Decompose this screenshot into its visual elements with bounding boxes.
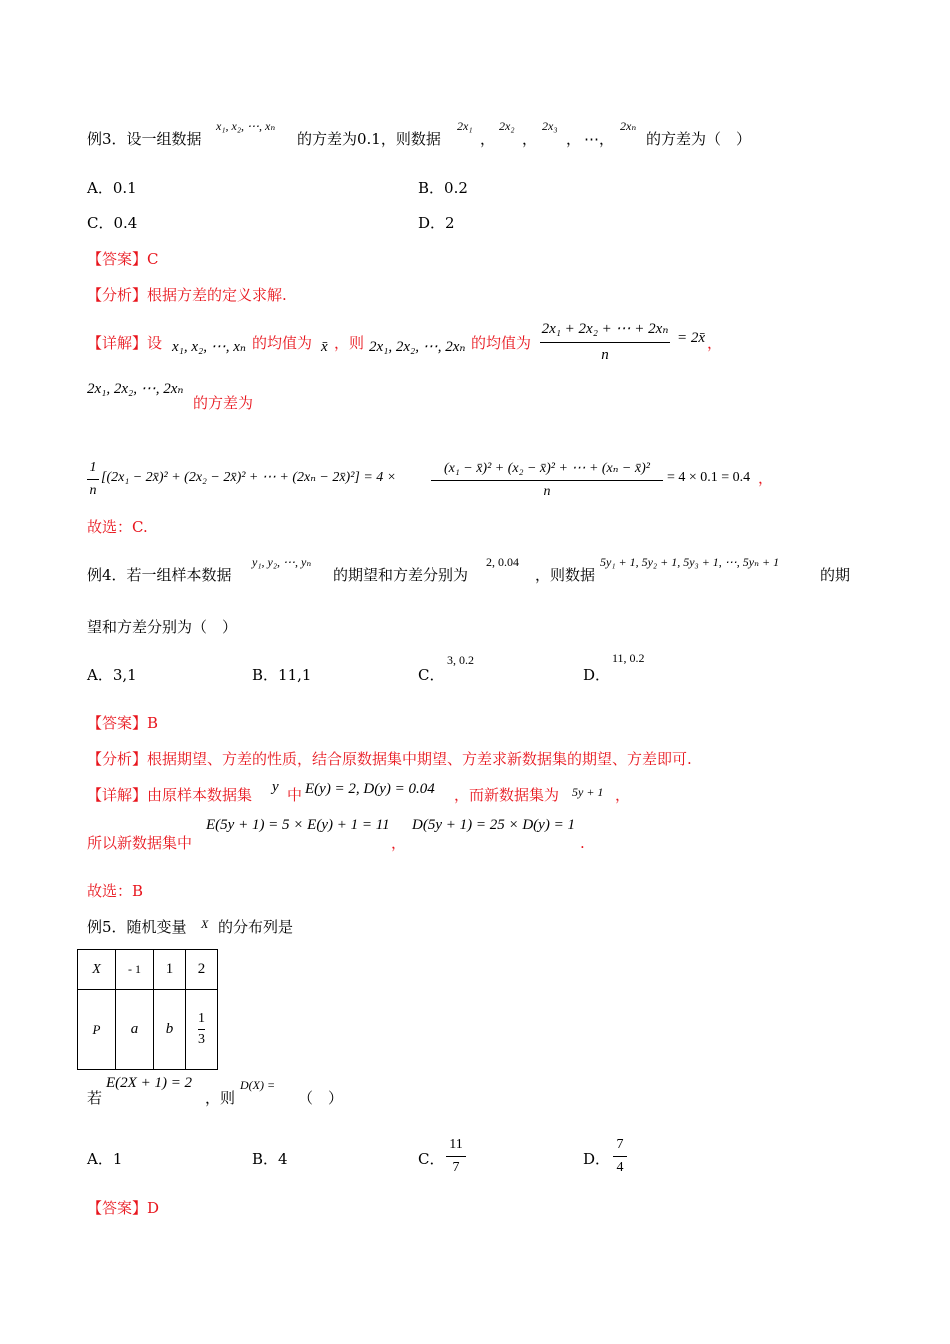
ex3-one-over-n-denominator: n <box>87 479 99 499</box>
ex5-dx: D(X) = <box>240 1078 276 1092</box>
ex5-answer: 【答案】D <box>87 1199 160 1217</box>
ex5-option-c-numerator: 11 <box>449 1137 463 1152</box>
ex4-question-then: ，则数据 <box>535 566 596 584</box>
ex3-question-head: 例3．设一组数据 <box>87 130 202 148</box>
ex4-analysis: 【分析】根据期望、方差的性质，结合原数据集中期望、方差求新数据集的期望、方差即可. <box>87 750 692 768</box>
ex3-comma-1: ， <box>480 130 496 148</box>
ex4-detail-5y: 5y + 1 <box>572 785 604 799</box>
ex3-detail-mean-text-2: 的均值为 <box>471 334 532 352</box>
ex3-option-b: B．0.2 <box>418 179 468 197</box>
ex5-option-d-fraction <box>613 1137 627 1176</box>
ex4-detail-label: 【详解】由原样本数据集 <box>87 786 253 804</box>
ex5-then: ，则 <box>205 1089 236 1107</box>
ex4-so-variance: D(5y + 1) = 25 × D(y) = 1 <box>412 817 575 833</box>
ex4-question-line-2: 望和方差分别为（ ） <box>87 618 238 636</box>
table-cell-x-1: - 1 <box>116 950 154 990</box>
ex3-variance-fraction-numerator: (x₁ − x̄)² + (x₂ − x̄)² + ⋯ + (xₙ − x̄)² <box>444 461 650 476</box>
table-cell-p-1: a <box>116 990 154 1070</box>
ex3-term-1: 2x₁ <box>457 119 473 133</box>
ex3-question-tail: 的方差为（ ） <box>646 130 752 148</box>
ex3-detail-then: ，则 <box>334 334 365 352</box>
ex4-option-d-value: 11, 0.2 <box>612 651 645 665</box>
ex5-option-c: C． <box>418 1150 445 1168</box>
ex3-option-d: D．2 <box>418 214 455 232</box>
ex5-paren: （ ） <box>298 1089 344 1107</box>
ex3-detail-comma: ， <box>707 334 723 352</box>
ex4-question-mid: 的期望和方差分别为 <box>333 566 469 584</box>
distribution-row-x <box>78 950 218 990</box>
ex4-choose: 故选：B <box>87 882 144 900</box>
ex4-detail-in: 中 <box>287 786 303 804</box>
ex5-option-a: A．1 <box>87 1150 123 1168</box>
ex4-option-c: C． <box>418 666 445 684</box>
ex3-line2-vars: 2x₁, 2x₂, ⋯, 2xₙ <box>87 381 184 397</box>
ex4-detail-expectation: E(y) = 2, D(y) = 0.04 <box>305 781 435 797</box>
ex3-detail-mean-text: 的均值为 <box>252 334 313 352</box>
ex3-comma-2: ， <box>522 130 538 148</box>
ex4-question-vars: y₁, y₂, ⋯, yₙ <box>252 555 312 569</box>
ex3-detail-xbar: x̄ <box>321 339 328 355</box>
ex4-so-expectation: E(5y + 1) = 5 × E(y) + 1 = 11 <box>206 817 390 833</box>
ex5-option-d-numerator: 7 <box>616 1137 624 1152</box>
ex3-variance-comma: ， <box>758 469 774 487</box>
ex4-option-c-value: 3, 0.2 <box>447 653 474 667</box>
ex5-condition: E(2X + 1) = 2 <box>106 1075 193 1091</box>
table-cell-x-3: 2 <box>186 950 218 990</box>
ex5-question-tail: 的分布列是 <box>218 918 294 936</box>
table-cell-p-2: b <box>154 990 186 1070</box>
ex3-question-vars: x₁, x₂, ⋯, xₙ <box>216 119 276 133</box>
table-cell-x-2: 1 <box>154 950 186 990</box>
ex4-option-d: D． <box>583 666 611 684</box>
table-fraction-numerator: 1 <box>198 1011 205 1026</box>
ex4-detail-y: y <box>272 779 279 795</box>
ex3-one-over-n-numerator: 1 <box>89 460 97 475</box>
table-fraction-denominator: 3 <box>198 1029 205 1048</box>
ex5-question-head: 例5．随机变量 <box>87 918 187 936</box>
ex5-option-d: D． <box>583 1150 611 1168</box>
ex4-question-values: 2, 0.04 <box>486 555 519 569</box>
ex3-variance-fraction <box>431 460 663 500</box>
ex3-variance-fraction-denominator: n <box>431 480 663 500</box>
ex4-question-tail-1: 的期 <box>820 566 851 584</box>
ex3-analysis: 【分析】根据方差的定义求解. <box>87 286 287 304</box>
ex3-term-n: 2xₙ <box>620 119 637 133</box>
ex3-variance-result: = 4 × 0.1 = 0.4 <box>667 470 751 485</box>
ex3-one-over-n <box>87 460 99 499</box>
ex5-option-c-fraction <box>446 1137 466 1176</box>
ex3-term-2: 2x₂ <box>499 119 515 133</box>
ex5-if: 若 <box>87 1089 103 1107</box>
ex3-detail-2vars: 2x₁, 2x₂, ⋯, 2xₙ <box>369 339 466 355</box>
ex4-answer: 【答案】B <box>87 714 159 732</box>
ex4-so-dot: . <box>580 834 585 852</box>
ex4-option-b: B．11,1 <box>252 666 312 684</box>
ex5-question-x: X <box>201 917 209 931</box>
ex3-variance-bracket: [(2x₁ − 2x̄)² + (2x₂ − 2x̄)² + ⋯ + (2xₙ − 2x̄)²] = 4 × <box>101 470 397 485</box>
ex5-option-d-denominator: 4 <box>613 1156 627 1176</box>
ex3-dots: ⋯， <box>584 130 615 148</box>
ex4-detail-comma: ， <box>615 786 631 804</box>
ex4-so-text: 所以新数据集中 <box>87 834 193 852</box>
table-cell-p-header: P <box>78 990 116 1070</box>
ex5-option-c-denominator: 7 <box>446 1156 466 1176</box>
ex3-line2-text: 的方差为 <box>193 394 254 412</box>
ex4-question-new-data: 5y₁ + 1, 5y₂ + 1, 5y₃ + 1, ⋯, 5yₙ + 1 <box>600 555 780 569</box>
ex3-option-a: A．0.1 <box>87 179 137 197</box>
ex3-mean-equals: = 2x̄ <box>677 330 706 346</box>
ex4-so-comma: ， <box>391 834 407 852</box>
distribution-row-p <box>78 990 218 1070</box>
ex5-option-b: B．4 <box>252 1150 288 1168</box>
table-fraction <box>198 1011 205 1048</box>
ex4-detail-new: ，而新数据集为 <box>454 786 560 804</box>
ex3-detail-label: 【详解】设 <box>87 334 163 352</box>
ex3-question-mid: 的方差为0.1，则数据 <box>297 130 441 148</box>
ex3-answer: 【答案】C <box>87 250 159 268</box>
ex3-term-3: 2x₃ <box>542 119 558 133</box>
table-cell-x-header: X <box>78 950 116 990</box>
ex4-option-a: A．3,1 <box>87 666 137 684</box>
ex3-mean-fraction-numerator: 2x₁ + 2x₂ + ⋯ + 2xₙ <box>541 321 669 337</box>
ex3-detail-vars: x₁, x₂, ⋯, xₙ <box>172 339 246 355</box>
ex3-option-c: C．0.4 <box>87 214 138 232</box>
ex3-choose: 故选：C. <box>87 518 148 536</box>
distribution-table <box>77 949 218 1070</box>
ex4-question-head: 例4．若一组样本数据 <box>87 566 232 584</box>
ex3-comma-3: ， <box>566 130 582 148</box>
ex3-mean-fraction <box>540 319 670 364</box>
table-cell-p-3 <box>186 990 218 1070</box>
ex3-mean-fraction-denominator: n <box>540 342 670 364</box>
